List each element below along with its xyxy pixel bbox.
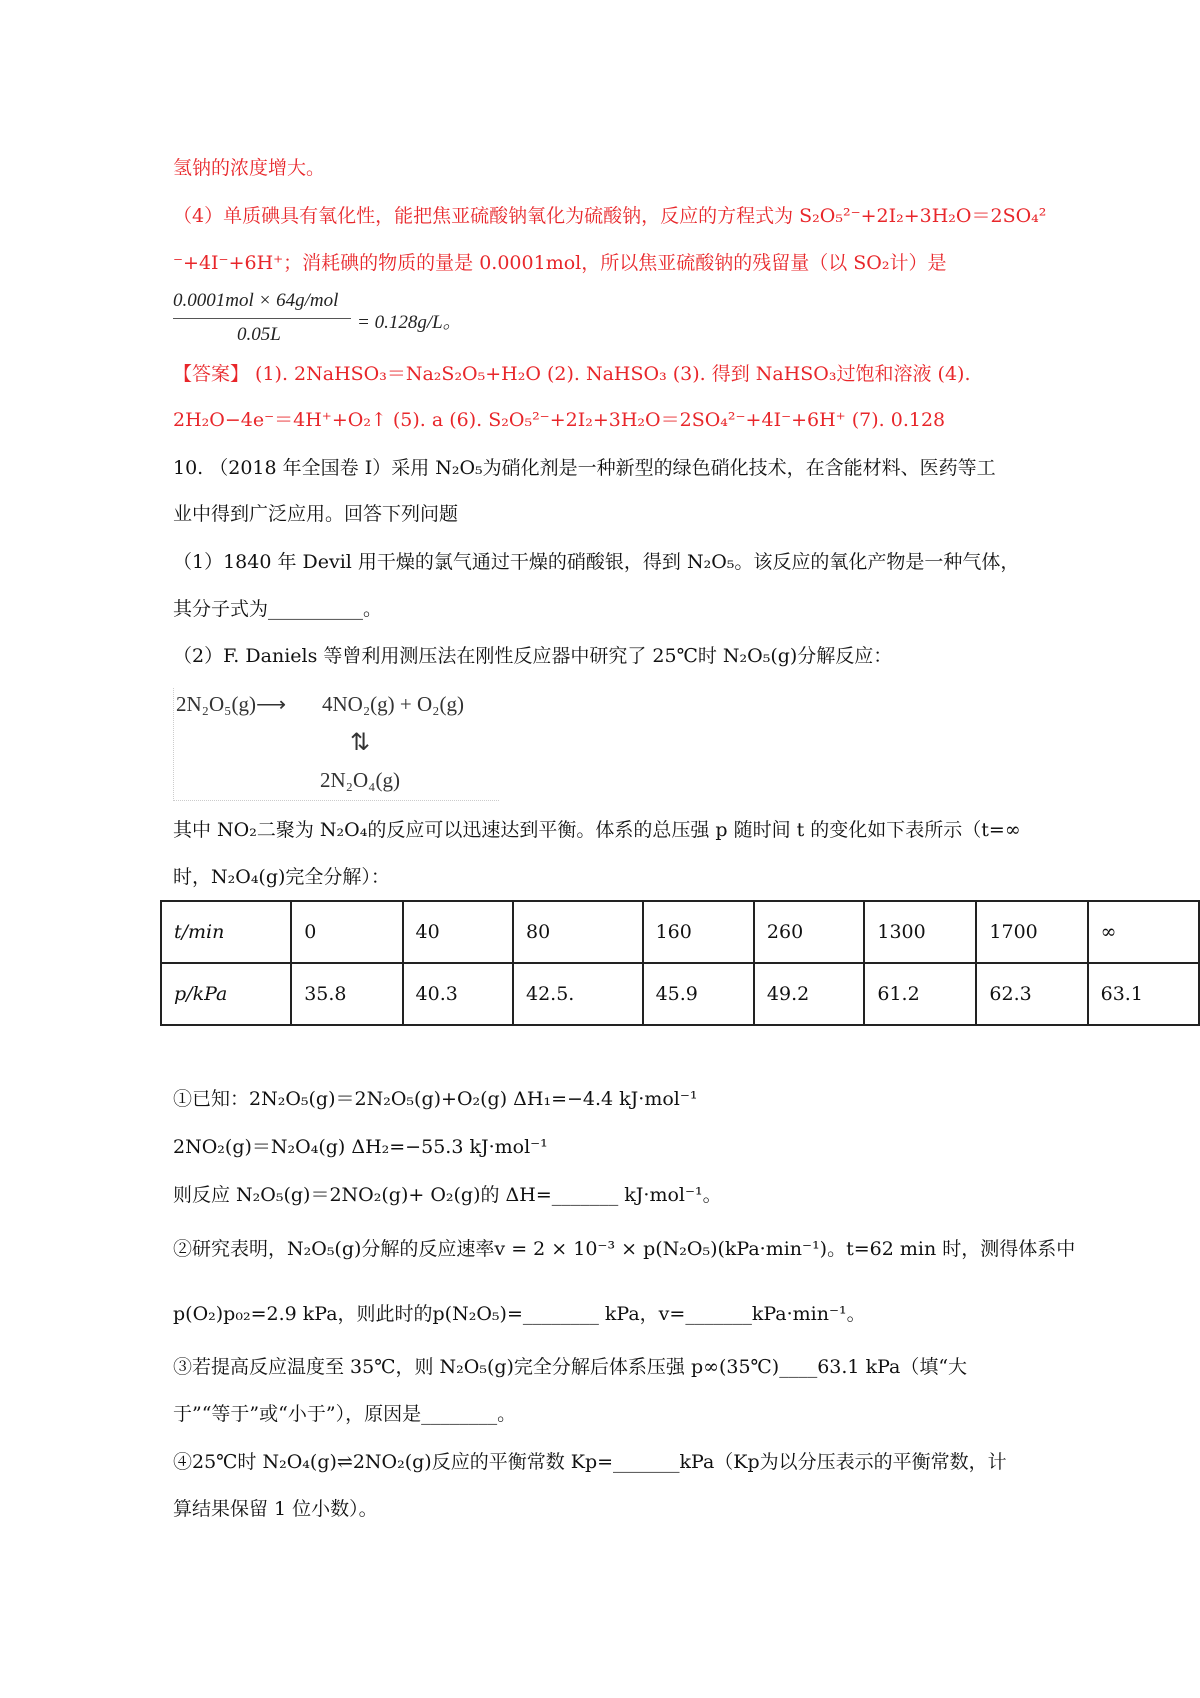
table-cell: 62.3 — [976, 963, 1087, 1025]
question-text-line: 则反应 N₂O₅(g)＝2NO₂(g)+ O₂(g)的 ΔH=_______ kJ·mol⁻¹。 — [173, 1184, 722, 1206]
table-cell: 260 — [754, 901, 864, 963]
table-cell: 35.8 — [291, 963, 402, 1025]
fraction-numerator: 0.0001mol × 64g/mol — [173, 290, 339, 311]
question-text-line: 业中得到广泛应用。回答下列问题 — [173, 503, 459, 525]
equilibrium-arrow-icon: ⇅ — [350, 730, 371, 756]
question-text-line: 于”“等于”或“小于”），原因是________。 — [173, 1403, 517, 1425]
fraction-result: = 0.128g/L。 — [357, 312, 462, 333]
answer-text-line: ⁻+4I⁻+6H⁺；消耗碘的物质的量是 0.0001mol，所以焦亚硫酸钠的残留量（以 SO₂计）是 — [173, 252, 947, 274]
table-row — [161, 963, 1199, 1025]
table-cell: 1700 — [976, 901, 1087, 963]
question-text-line: ④25℃时 N₂O₄(g)⇌2NO₂(g)反应的平衡常数 Kp=_______kPa（Kp为以分压表示的平衡常数，计 — [173, 1451, 1007, 1473]
question-text-line: 其中 NO₂二聚为 N₂O₄的反应可以迅速达到平衡。体系的总压强 p 随时间 t 的变化如下表所示（t=∞ — [173, 819, 1021, 841]
reactant-label: 2N₂O₅(g)⟶ — [176, 692, 287, 716]
question-text-line: 时，N₂O₄(g)完全分解）： — [173, 866, 390, 888]
answer-key-line: 【答案】 (1). 2NaHSO₃＝Na₂S₂O₅+H₂O (2). NaHSO₃ (3). 得到 NaHSO₃过饱和溶液 (4). — [173, 363, 971, 385]
question-text-line: ①已知：2N₂O₅(g)＝2N₂O₅(g)+O₂(g) ΔH₁=−4.4 kJ·mol⁻¹ — [173, 1088, 698, 1110]
question-text-line: 2NO₂(g)＝N₂O₄(g) ΔH₂=−55.3 kJ·mol⁻¹ — [173, 1136, 548, 1158]
question-text-line: （1）1840 年 Devil 用干燥的氯气通过干燥的硝酸银，得到 N₂O₅。该反应的氧化产物是一种气体， — [173, 551, 1020, 573]
table-cell: 40.3 — [403, 963, 513, 1025]
question-text-line: ②研究表明，N₂O₅(g)分解的反应速率v = 2 × 10⁻³ × p(N₂O₅)(kPa·min⁻¹)。t=62 min 时，测得体系中 — [173, 1238, 1076, 1260]
fraction-denominator: 0.05L — [237, 324, 281, 345]
table-cell: 0 — [291, 901, 402, 963]
table-cell: 160 — [643, 901, 754, 963]
table-row — [161, 901, 1199, 963]
question-text-line: 算结果保留 1 位小数）。 — [173, 1498, 378, 1520]
table-cell: 80 — [513, 901, 643, 963]
dimer-label: 2N₂O₄(g) — [320, 768, 400, 792]
table-cell: 45.9 — [643, 963, 754, 1025]
answer-text-line: 氢钠的浓度增大。 — [173, 157, 326, 179]
table-cell: 1300 — [864, 901, 976, 963]
products-label: 4NO₂(g) + O₂(g) — [322, 692, 464, 716]
answer-key-line: 2H₂O−4e⁻＝4H⁺+O₂↑ (5). a (6). S₂O₅²⁻+2I₂+3H₂O＝2SO₄²⁻+4I⁻+6H⁺ (7). 0.128 — [173, 409, 946, 431]
question-text-line: （2）F. Daniels 等曾利用测压法在刚性反应器中研究了 25℃时 N₂O₅(g)分解反应： — [173, 645, 893, 667]
pressure-time-table — [160, 900, 1200, 1026]
table-cell: 42.5. — [513, 963, 643, 1025]
question-text-line: ③若提高反应温度至 35℃，则 N₂O₅(g)完全分解后体系压强 p∞(35℃)____63.1 kPa（填“大 — [173, 1356, 968, 1378]
fraction-bar — [173, 318, 351, 319]
table-cell: 40 — [403, 901, 513, 963]
question-text-line: 其分子式为__________。 — [173, 598, 383, 620]
reaction-diagram — [173, 688, 499, 801]
row-header: t/min — [161, 901, 291, 963]
question-text-line: 10. （2018 年全国卷 I）采用 N₂O₅为硝化剂是一种新型的绿色硝化技术，在含能材料、医药等工 — [173, 457, 996, 479]
table-cell: 63.1 — [1088, 963, 1199, 1025]
table-cell: 49.2 — [754, 963, 864, 1025]
answer-text-line: （4）单质碘具有氧化性，能把焦亚硫酸钠氧化为硫酸钠，反应的方程式为 S₂O₅²⁻+2I₂+3H₂O＝2SO₄² — [173, 205, 1047, 227]
question-text-line: p(O₂)p₀₂=2.9 kPa，则此时的p(N₂O₅)=________ kPa，v=_______kPa·min⁻¹。 — [173, 1303, 866, 1325]
table-cell: ∞ — [1088, 901, 1199, 963]
table-cell: 61.2 — [864, 963, 976, 1025]
row-header: p/kPa — [161, 963, 291, 1025]
